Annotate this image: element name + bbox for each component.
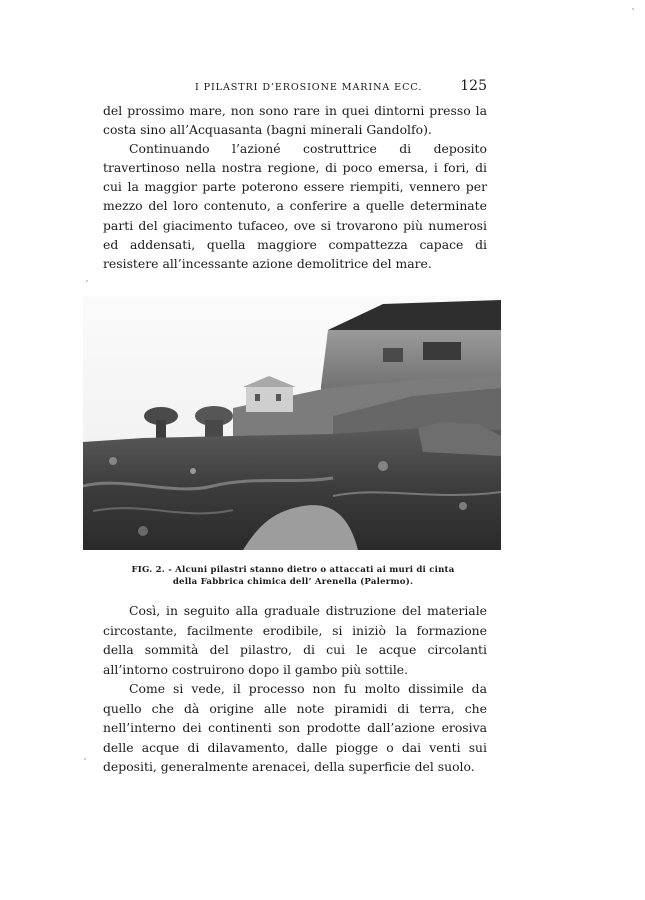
body-text-bottom [103, 601, 487, 777]
figure-photograph [83, 296, 501, 550]
paragraph: Continuando l’azioné costruttrice di deposito travertinoso nella nostra regione, di poco emersa, i fori, di cui la maggior parte poterono essere riempiti, vennero per mezzo del loro contenuto, a conferire a quelle determinate parti del giacimento tufaceo, ove si trovarono più numerosi ed addensati, quella maggiore compattezza capace di resistere all’incessante azione demolitrice del mare. [103, 141, 487, 271]
page-header [103, 78, 487, 100]
body-text-top [103, 101, 487, 273]
running-title: I PILASTRI D’EROSIONE MARINA ECC. [195, 82, 423, 93]
scan-speck [84, 758, 86, 760]
figure-label: FIG. 2. [131, 565, 165, 575]
scan-speck [632, 8, 634, 10]
small-house [246, 386, 293, 412]
paragraph: Così, in seguito alla graduale distruzione del materiale circostante, facilmente erodibile, si iniziò la formazione della sommità del pilastro, di cui le acque circolanti all’intorno costruirono dopo il gambo più sottile. [103, 603, 487, 677]
page-number: 125 [460, 78, 487, 94]
paragraph: Come si vede, il processo non fu molto dissimile da quello che dà origine alle note piramidi di terra, che nell’interno dei continenti son prodotte dall’azione erosiva delle acque di dilavamento, dalle piogge o dai venti sui depositi, generalmente arenacei, della superficie del suolo. [103, 681, 487, 774]
paragraph: del prossimo mare, non sono rare in quei dintorni presso la costa sino all’Acquasanta (bagni minerali Gandolfo). [103, 103, 487, 138]
figure-caption-text: - Alcuni pilastri stanno dietro o attaccati ai muri di cinta della Fabbrica chimica dell’ Arenella (Palermo). [168, 565, 455, 587]
figure-caption [118, 564, 468, 588]
scan-speck [86, 280, 88, 282]
